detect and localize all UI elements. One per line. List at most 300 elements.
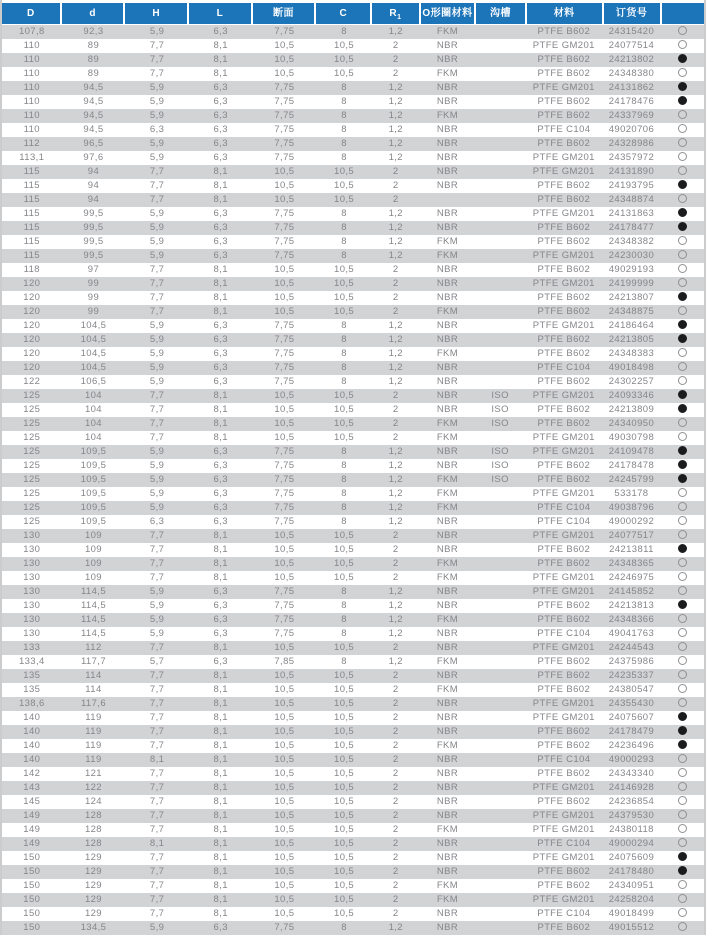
- open-circle-icon: [678, 922, 687, 931]
- cell-order-number: 24178480: [608, 866, 655, 877]
- table-row: [2, 123, 704, 137]
- cell-groove: [475, 347, 525, 361]
- cell-status: [660, 529, 704, 543]
- cell-material: PTFE B602: [537, 670, 591, 681]
- cell-r1: 1,2: [388, 348, 403, 359]
- cell-d-inner: 94,5: [83, 124, 104, 135]
- cell-material: PTFE GM201: [532, 432, 595, 443]
- cell-r1: 2: [392, 866, 399, 877]
- cell-r1: 2: [392, 530, 399, 541]
- cell-d-outer: 145: [23, 796, 41, 807]
- cell-status: [660, 249, 704, 263]
- cell-r1: 1,2: [388, 152, 403, 163]
- cell-l: 8,1: [213, 68, 228, 79]
- cell-groove: [475, 291, 525, 305]
- open-circle-icon: [678, 908, 687, 917]
- open-circle-icon: [678, 824, 687, 833]
- filled-circle-icon: [678, 740, 687, 749]
- cell-l: 8,1: [213, 572, 228, 583]
- cell-l: 8,1: [213, 180, 228, 191]
- cell-d-inner: 134,5: [80, 922, 107, 933]
- cell-material: PTFE B602: [537, 194, 591, 205]
- cell-h: 5,9: [149, 138, 165, 149]
- cell-status: [660, 361, 704, 375]
- cell-l: 8,1: [213, 824, 228, 835]
- cell-order-number: 24178479: [608, 726, 655, 737]
- open-circle-icon: [678, 68, 687, 77]
- cell-o-ring-material: NBR: [436, 320, 459, 331]
- cell-l: 6,3: [213, 96, 228, 107]
- cell-d-inner: 99: [87, 292, 100, 303]
- cell-d-inner: 89: [87, 40, 100, 51]
- cell-groove: [475, 557, 525, 571]
- cell-c: 10,5: [334, 166, 355, 177]
- cell-d-outer: 115: [23, 208, 40, 219]
- cell-h: 5,7: [149, 656, 165, 667]
- cell-c: 10,5: [334, 54, 355, 65]
- cell-material: PTFE B602: [537, 264, 591, 275]
- open-circle-icon: [678, 110, 687, 119]
- filled-circle-icon: [678, 54, 687, 63]
- cell-r1: 2: [392, 796, 399, 807]
- cell-cross-section: 10,5: [274, 264, 295, 275]
- cell-material: PTFE C104: [537, 124, 591, 135]
- cell-c: 8: [341, 460, 347, 471]
- cell-r1: 1,2: [388, 250, 403, 261]
- cell-o-ring-material: NBR: [436, 222, 459, 233]
- column-header-l: L: [189, 3, 251, 24]
- cell-cross-section: 10,5: [274, 404, 295, 415]
- cell-order-number: 49015512: [608, 922, 655, 933]
- cell-d-outer: 115: [23, 166, 40, 177]
- table-row: [2, 235, 704, 249]
- cell-r1: 1,2: [388, 110, 403, 121]
- open-circle-icon: [678, 166, 687, 175]
- cell-d-inner: 109: [84, 558, 102, 569]
- cell-groove: [475, 543, 525, 557]
- cell-d-outer: 135: [23, 684, 41, 695]
- cell-cross-section: 10,5: [274, 194, 295, 205]
- cell-r1: 1,2: [388, 320, 403, 331]
- cell-h: 7,7: [149, 278, 165, 289]
- open-circle-icon: [678, 376, 687, 385]
- cell-r1: 2: [392, 754, 399, 765]
- cell-d-outer: 125: [23, 474, 41, 485]
- cell-material: PTFE GM201: [532, 250, 595, 261]
- cell-d-outer: 150: [23, 866, 41, 877]
- cell-o-ring-material: NBR: [436, 908, 459, 919]
- cell-c: 8: [341, 628, 347, 639]
- cell-h: 5,9: [149, 460, 165, 471]
- cell-d-outer: 150: [23, 880, 41, 891]
- cell-d-inner: 94,5: [83, 82, 104, 93]
- cell-status: [660, 711, 704, 725]
- cell-r1: 2: [392, 54, 399, 65]
- cell-o-ring-material: FKM: [436, 68, 459, 79]
- open-circle-icon: [678, 488, 687, 497]
- cell-o-ring-material: NBR: [436, 82, 459, 93]
- table-row: [2, 95, 704, 109]
- cell-r1: 1,2: [388, 362, 403, 373]
- cell-groove: [475, 515, 525, 529]
- table-row: [2, 613, 704, 627]
- cell-order-number: 24302257: [608, 376, 655, 387]
- open-circle-icon: [678, 586, 687, 595]
- cell-material: PTFE C104: [537, 628, 591, 639]
- cell-d-inner: 104: [84, 390, 102, 401]
- open-circle-icon: [678, 530, 687, 539]
- cell-material: PTFE B602: [537, 306, 591, 317]
- cell-d-inner: 99: [87, 306, 100, 317]
- cell-status: [660, 207, 704, 221]
- cell-d-outer: 120: [23, 334, 41, 345]
- cell-o-ring-material: FKM: [436, 740, 459, 751]
- cell-o-ring-material: NBR: [436, 796, 459, 807]
- cell-groove: [475, 221, 525, 235]
- cell-material: PTFE B602: [537, 600, 591, 611]
- table-row: [2, 641, 704, 655]
- cell-d-outer: 125: [23, 502, 41, 513]
- cell-status: [660, 823, 704, 837]
- table-row: [2, 81, 704, 95]
- cell-c: 8: [341, 922, 347, 933]
- column-header-status: [662, 3, 704, 24]
- cell-order-number: 24178478: [608, 460, 655, 471]
- cell-o-ring-material: NBR: [436, 782, 459, 793]
- cell-d-inner: 114,5: [80, 614, 107, 625]
- cell-groove: [475, 277, 525, 291]
- cell-d-outer: 149: [23, 838, 41, 849]
- cell-o-ring-material: FKM: [436, 558, 459, 569]
- cell-status: [660, 53, 704, 67]
- cell-o-ring-material: FKM: [436, 684, 459, 695]
- column-header-o-ring-material: O形圈材料: [421, 3, 475, 24]
- open-circle-icon: [678, 264, 687, 273]
- cell-l: 6,3: [213, 26, 228, 37]
- cell-status: [660, 403, 704, 417]
- cell-groove: ISO: [491, 404, 509, 415]
- cell-d-inner: 128: [84, 838, 102, 849]
- cell-groove: [475, 599, 525, 613]
- cell-c: 10,5: [334, 740, 355, 751]
- cell-d-outer: 118: [23, 264, 40, 275]
- cell-status: [660, 109, 704, 123]
- cell-status: [660, 655, 704, 669]
- cell-cross-section: 10,5: [274, 712, 295, 723]
- cell-h: 8,1: [149, 838, 165, 849]
- cell-order-number: 24213802: [608, 54, 655, 65]
- cell-status: [660, 851, 704, 865]
- cell-status: [660, 221, 704, 235]
- cell-material: PTFE B602: [537, 796, 591, 807]
- open-circle-icon: [678, 572, 687, 581]
- open-circle-icon: [678, 796, 687, 805]
- cell-material: PTFE C104: [537, 754, 591, 765]
- cell-o-ring-material: FKM: [436, 824, 459, 835]
- open-circle-icon: [678, 754, 687, 763]
- cell-r1: 1,2: [388, 586, 403, 597]
- cell-groove: ISO: [491, 460, 509, 471]
- cell-cross-section: 10,5: [274, 670, 295, 681]
- cell-c: 10,5: [334, 278, 355, 289]
- cell-groove: [475, 501, 525, 515]
- cell-groove: [475, 767, 525, 781]
- cell-r1: 2: [392, 432, 399, 443]
- cell-r1: 2: [392, 166, 399, 177]
- cell-status: [660, 25, 704, 39]
- open-circle-icon: [678, 502, 687, 511]
- cell-cross-section: 10,5: [274, 894, 295, 905]
- table-row: [2, 445, 704, 459]
- cell-groove: [475, 837, 525, 851]
- cell-d-inner: 96,5: [83, 138, 104, 149]
- cell-d-outer: 149: [23, 810, 41, 821]
- cell-status: [660, 725, 704, 739]
- filled-circle-icon: [678, 712, 687, 721]
- open-circle-icon: [678, 418, 687, 427]
- cell-r1: 2: [392, 684, 399, 695]
- cell-r1: 2: [392, 670, 399, 681]
- cell-status: [660, 627, 704, 641]
- cell-l: 6,3: [213, 586, 228, 597]
- cell-c: 10,5: [334, 810, 355, 821]
- cell-order-number: 24077517: [608, 530, 655, 541]
- open-circle-icon: [678, 810, 687, 819]
- cell-c: 10,5: [334, 180, 355, 191]
- cell-order-number: 24348382: [608, 236, 655, 247]
- cell-d-outer: 150: [23, 894, 41, 905]
- cell-status: [660, 263, 704, 277]
- cell-h: 7,7: [149, 292, 165, 303]
- cell-d-inner: 119: [85, 740, 102, 751]
- cell-l: 8,1: [213, 40, 228, 51]
- table-row: [2, 739, 704, 753]
- cell-material: PTFE GM201: [532, 152, 595, 163]
- cell-d-outer: 138,6: [18, 698, 45, 709]
- cell-o-ring-material: FKM: [436, 614, 459, 625]
- cell-d-outer: 130: [23, 572, 41, 583]
- cell-material: PTFE GM201: [532, 530, 595, 541]
- cell-cross-section: 10,5: [274, 54, 295, 65]
- cell-l: 6,3: [213, 628, 228, 639]
- cell-cross-section: 7,75: [274, 348, 295, 359]
- cell-c: 8: [341, 348, 347, 359]
- cell-c: 8: [341, 334, 347, 345]
- cell-order-number: 49030798: [608, 432, 655, 443]
- cell-c: 10,5: [334, 754, 355, 765]
- cell-l: 6,3: [213, 152, 228, 163]
- cell-groove: [475, 151, 525, 165]
- cell-material: PTFE B602: [537, 236, 591, 247]
- cell-status: [660, 641, 704, 655]
- cell-c: 8: [341, 152, 347, 163]
- table-row: [2, 921, 704, 935]
- cell-status: [660, 459, 704, 473]
- cell-r1: 1,2: [388, 922, 403, 933]
- cell-o-ring-material: FKM: [436, 110, 459, 121]
- cell-order-number: 24213813: [608, 600, 655, 611]
- cell-d-outer: 120: [23, 306, 41, 317]
- cell-order-number: 24258204: [608, 894, 655, 905]
- cell-h: 7,7: [149, 572, 165, 583]
- cell-order-number: 49029193: [608, 264, 655, 275]
- cell-d-inner: 114: [85, 684, 102, 695]
- cell-o-ring-material: FKM: [436, 572, 459, 583]
- column-header-d-inner: d: [62, 3, 124, 24]
- cell-cross-section: 10,5: [274, 166, 295, 177]
- cell-h: 5,9: [149, 376, 165, 387]
- cell-r1: 1,2: [388, 656, 403, 667]
- cell-d-outer: 125: [23, 460, 41, 471]
- cell-d-outer: 110: [23, 40, 40, 51]
- cell-status: [660, 137, 704, 151]
- cell-c: 10,5: [334, 68, 355, 79]
- open-circle-icon: [678, 152, 687, 161]
- cell-l: 8,1: [213, 726, 228, 737]
- cell-order-number: 24340950: [608, 418, 655, 429]
- cell-r1: 2: [392, 824, 399, 835]
- cell-c: 8: [341, 138, 347, 149]
- cell-r1: 2: [392, 292, 399, 303]
- cell-o-ring-material: FKM: [436, 348, 459, 359]
- cell-h: 5,9: [149, 628, 165, 639]
- cell-status: [660, 487, 704, 501]
- cell-c: 8: [341, 446, 347, 457]
- cell-d-outer: 125: [23, 404, 41, 415]
- cell-c: 8: [341, 488, 347, 499]
- cell-r1: 1,2: [388, 488, 403, 499]
- cell-l: 6,3: [213, 362, 228, 373]
- table-row: [2, 109, 704, 123]
- table-row: [2, 137, 704, 151]
- cell-groove: [475, 851, 525, 865]
- cell-d-inner: 129: [84, 894, 102, 905]
- cell-d-outer: 125: [23, 488, 41, 499]
- cell-d-outer: 135: [23, 670, 41, 681]
- cell-l: 8,1: [213, 418, 228, 429]
- cell-material: PTFE GM201: [532, 586, 595, 597]
- table-row: [2, 585, 704, 599]
- cell-d-inner: 104: [84, 404, 102, 415]
- cell-d-outer: 142: [23, 768, 41, 779]
- cell-d-outer: 120: [23, 278, 41, 289]
- cell-groove: [475, 613, 525, 627]
- cell-h: 5,9: [149, 502, 165, 513]
- filled-circle-icon: [678, 222, 687, 231]
- cell-status: [660, 865, 704, 879]
- cell-material: PTFE GM201: [532, 320, 595, 331]
- cell-d-outer: 130: [23, 628, 41, 639]
- cell-c: 8: [341, 96, 347, 107]
- cell-groove: [475, 823, 525, 837]
- cell-cross-section: 10,5: [274, 180, 295, 191]
- cell-h: 7,7: [149, 180, 165, 191]
- cell-status: [660, 165, 704, 179]
- cell-d-inner: 89: [87, 68, 100, 79]
- cell-status: [660, 445, 704, 459]
- cell-c: 8: [341, 376, 347, 387]
- column-header-h: H: [125, 3, 187, 24]
- cell-o-ring-material: NBR: [436, 600, 459, 611]
- cell-status: [660, 907, 704, 921]
- cell-order-number: 49038796: [608, 502, 655, 513]
- cell-order-number: 49000292: [608, 516, 655, 527]
- cell-o-ring-material: FKM: [436, 418, 459, 429]
- cell-r1: 2: [392, 572, 399, 583]
- cell-r1: 2: [392, 698, 399, 709]
- cell-c: 10,5: [334, 418, 355, 429]
- cell-c: 10,5: [334, 908, 355, 919]
- cell-status: [660, 557, 704, 571]
- cell-material: PTFE B602: [537, 460, 591, 471]
- cell-h: 7,7: [149, 684, 165, 695]
- cell-r1: 2: [392, 740, 399, 751]
- open-circle-icon: [678, 614, 687, 623]
- cell-h: 5,9: [149, 362, 165, 373]
- cell-d-outer: 120: [23, 348, 41, 359]
- cell-d-inner: 128: [84, 824, 102, 835]
- cell-o-ring-material: NBR: [436, 96, 459, 107]
- cell-h: 7,7: [149, 432, 165, 443]
- cell-status: [660, 291, 704, 305]
- cell-c: 8: [341, 614, 347, 625]
- table-row: [2, 767, 704, 781]
- cell-d-inner: 104,5: [80, 334, 107, 345]
- cell-status: [660, 123, 704, 137]
- table-row: [2, 305, 704, 319]
- cell-status: [660, 417, 704, 431]
- cell-c: 10,5: [334, 768, 355, 779]
- cell-cross-section: 7,75: [274, 320, 295, 331]
- cell-d-outer: 125: [23, 432, 41, 443]
- cell-material: PTFE B602: [537, 866, 591, 877]
- cell-groove: ISO: [491, 474, 509, 485]
- cell-material: PTFE C104: [537, 502, 591, 513]
- cell-order-number: 24375986: [608, 656, 655, 667]
- cell-h: 7,7: [149, 670, 165, 681]
- cell-status: [660, 599, 704, 613]
- table-header: [2, 3, 704, 24]
- table-row: [2, 431, 704, 445]
- cell-material: PTFE C104: [537, 362, 591, 373]
- cell-d-inner: 109,5: [80, 516, 107, 527]
- cell-r1: 1,2: [388, 222, 403, 233]
- cell-material: PTFE B602: [537, 334, 591, 345]
- table-row: [2, 851, 704, 865]
- cell-d-inner: 104,5: [80, 320, 107, 331]
- table-row: [2, 361, 704, 375]
- open-circle-icon: [678, 698, 687, 707]
- cell-order-number: 24328986: [608, 138, 655, 149]
- cell-material: PTFE GM201: [532, 712, 595, 723]
- cell-r1: 2: [392, 418, 399, 429]
- cell-material: PTFE B602: [537, 544, 591, 555]
- cell-r1: 2: [392, 880, 399, 891]
- cell-o-ring-material: NBR: [436, 180, 459, 191]
- cell-groove: [475, 179, 525, 193]
- cell-c: 10,5: [334, 194, 355, 205]
- cell-material: PTFE GM201: [532, 278, 595, 289]
- cell-d-inner: 104: [84, 432, 102, 443]
- cell-groove: [475, 795, 525, 809]
- cell-groove: [475, 585, 525, 599]
- cell-r1: 1,2: [388, 334, 403, 345]
- cell-o-ring-material: NBR: [436, 810, 459, 821]
- cell-cross-section: 10,5: [274, 824, 295, 835]
- cell-r1: 2: [392, 264, 399, 275]
- cell-d-inner: 92,3: [83, 26, 104, 37]
- cell-cross-section: 10,5: [274, 768, 295, 779]
